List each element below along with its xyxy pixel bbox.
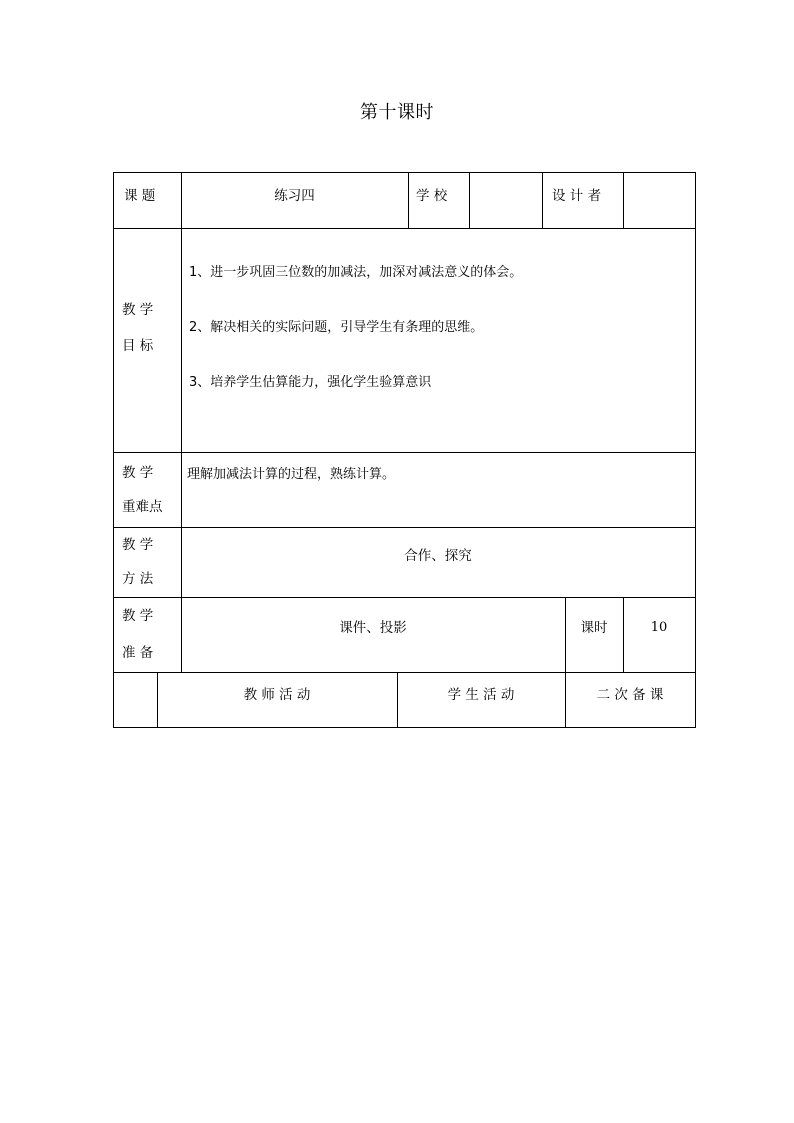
prep-label-line2: 准 备 — [122, 644, 154, 661]
prep-text: 课件、投影 — [339, 620, 407, 636]
designer-value — [623, 173, 695, 218]
goal-item: 2、解决相关的实际问题，引导学生有条理的思维。 — [189, 320, 484, 335]
key-points-label-line1: 教 学 — [122, 464, 154, 481]
goals-label-line2: 目 标 — [122, 338, 154, 354]
method-label-line1: 教 学 — [122, 537, 154, 553]
goals-label — [114, 300, 181, 356]
key-points-label — [114, 452, 181, 527]
school-label: 学 校 — [416, 187, 448, 204]
designer-label: 设 计 者 — [552, 187, 602, 204]
goal-item: 3、培养学生估算能力，强化学生验算意识 — [189, 375, 432, 390]
method-text: 合作、探究 — [404, 548, 472, 564]
method-label — [114, 527, 181, 597]
teacher-activity-header: 教 师 活 动 — [243, 686, 311, 703]
goals-list — [189, 263, 522, 428]
school-value — [469, 173, 542, 218]
key-points-label-line2: 重难点 — [122, 498, 163, 515]
student-activity-header: 学 生 活 动 — [447, 686, 515, 703]
hours-value: 10 — [650, 620, 668, 635]
topic-label: 课 题 — [124, 187, 156, 204]
goal-item: 1、进一步巩固三位数的加减法，加深对减法意义的体会。 — [189, 265, 523, 280]
key-points-text: 理解加减法计算的过程，熟练计算。 — [187, 467, 396, 482]
prep-label-line1: 教 学 — [122, 607, 154, 624]
goals-label-line1: 教 学 — [122, 302, 154, 318]
hours-label: 课时 — [580, 620, 608, 636]
topic-value: 练习四 — [274, 187, 315, 204]
prep-label — [114, 597, 181, 672]
method-label-line2: 方 法 — [122, 571, 154, 587]
lesson-plan-table — [113, 172, 696, 728]
second-prep-header: 二 次 备 课 — [596, 686, 664, 703]
page-title: 第十课时 — [360, 102, 434, 123]
